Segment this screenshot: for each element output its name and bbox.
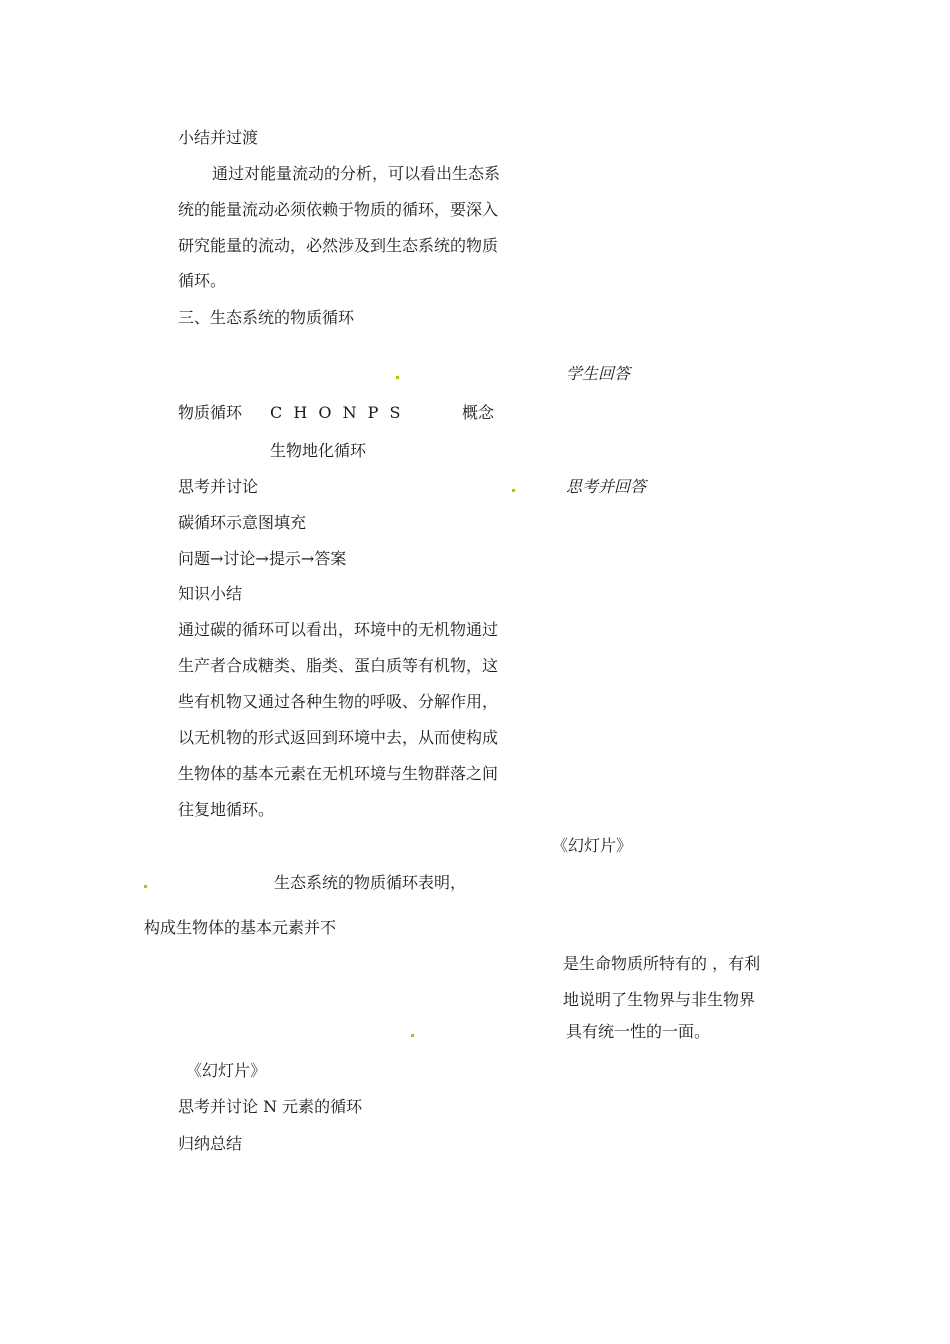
- paragraph-line: 生产者合成糖类、脂类、蛋白质等有机物，这: [178, 656, 499, 675]
- knowledge-summary-label: 知识小结: [178, 584, 243, 603]
- right-column-line: 地说明了生物界与非生物界: [563, 990, 756, 1009]
- carbon-cycle-fill-label: 碳循环示意图填充: [178, 513, 307, 532]
- marker-dot: [396, 376, 399, 379]
- heading-summary-transition: 小结并过渡: [178, 128, 259, 147]
- cycle-shows-text: 生态系统的物质循环表明，: [274, 873, 467, 892]
- paragraph-line: 通过对能量流动的分析，可以看出生态系: [212, 164, 501, 183]
- paragraph-line: 往复地循环。: [178, 800, 275, 819]
- paragraph-line: 通过碳的循环可以看出，环境中的无机物通过: [178, 620, 499, 639]
- section-title: 三、生态系统的物质循环: [178, 308, 355, 327]
- marker-dot: [144, 885, 147, 888]
- student-answer-note: 学生回答: [566, 364, 631, 383]
- paragraph-line: 循环。: [178, 271, 227, 290]
- paragraph-line: 生物体的基本元素在无机环境与生物群落之间: [178, 764, 499, 783]
- paragraph-line: 些有机物又通过各种生物的呼吸、分解作用，: [178, 692, 499, 711]
- material-cycle-label: 物质循环: [178, 403, 243, 422]
- paragraph-line: 统的能量流动必须依赖于物质的循环，要深入: [178, 200, 499, 219]
- biogeochemical-cycle-label: 生物地化循环: [270, 441, 367, 460]
- think-discuss-label: 思考并讨论: [178, 477, 259, 496]
- marker-dot: [411, 1034, 414, 1037]
- slide-reference: 《幻灯片》: [186, 1061, 267, 1080]
- paragraph-line: 研究能量的流动，必然涉及到生态系统的物质: [178, 236, 499, 255]
- right-column-line: 具有统一性的一面。: [566, 1022, 711, 1041]
- concept-label: 概念: [462, 403, 495, 422]
- elements-not-text: 构成生物体的基本元素并不: [144, 918, 337, 937]
- right-column-line: 是生命物质所特有的 ，有利: [563, 954, 761, 973]
- slide-reference: 《幻灯片》: [552, 836, 633, 855]
- n-cycle-discussion: 思考并讨论 N 元素的循环: [178, 1097, 363, 1116]
- conclusion-label: 归纳总结: [178, 1134, 243, 1153]
- paragraph-line: 以无机物的形式返回到环境中去，从而使构成: [178, 728, 499, 747]
- think-answer-note: 思考并回答: [566, 477, 647, 496]
- elements-list: C H O N P S: [270, 403, 404, 422]
- marker-dot: [512, 489, 515, 492]
- question-flow-label: 问题→讨论→提示→答案: [178, 549, 347, 568]
